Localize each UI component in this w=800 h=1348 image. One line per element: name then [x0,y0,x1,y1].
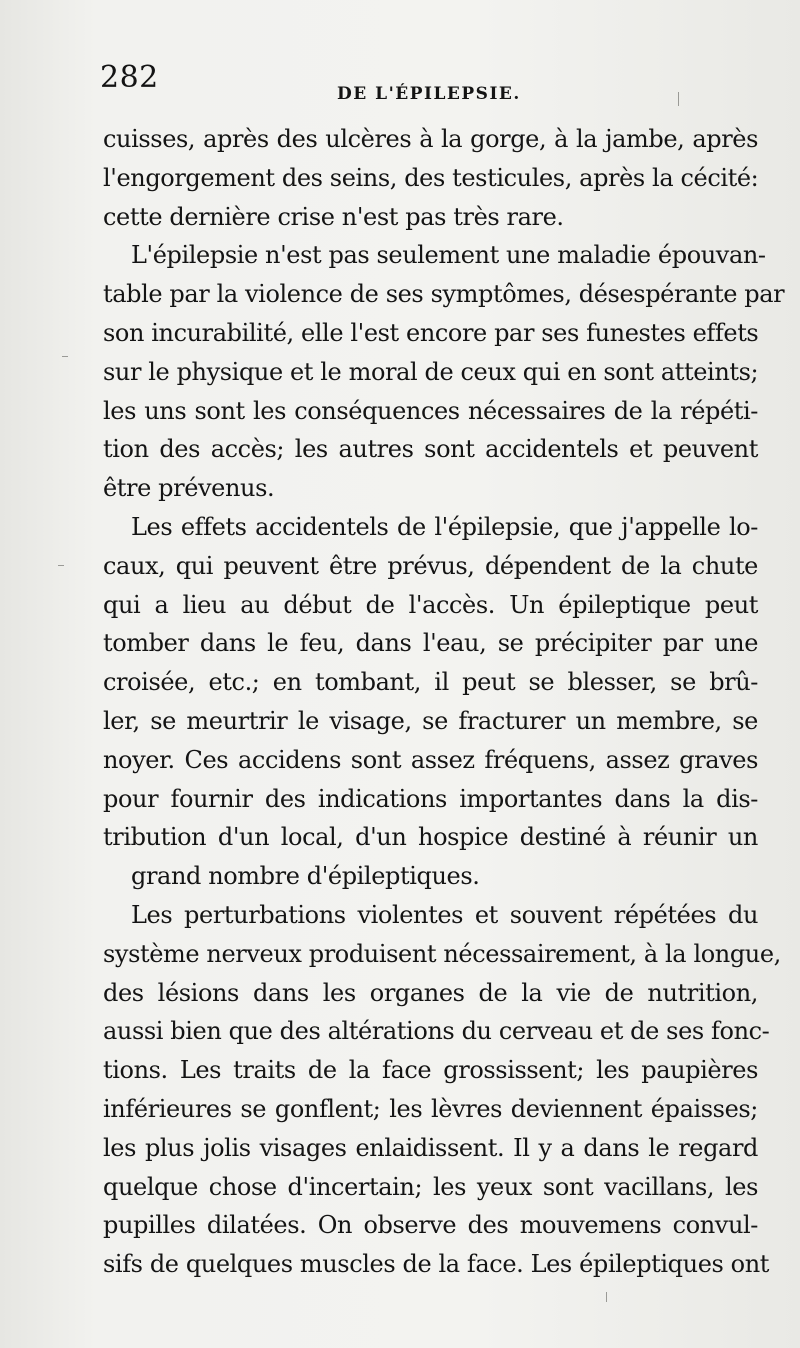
text-line: sur le physique et le moral de ceux qui en sont atteints; [103,357,759,386]
text-line: pupilles dilatées. On observe des mouvemens convul- [103,1211,758,1240]
text-line: Les perturbations violentes et souvent répétées du [131,900,758,929]
text-line: Les effets accidentels de l'épilepsie, que j'appelle lo- [131,512,758,541]
text-line: cette dernière crise n'est pas très rare. [103,202,564,231]
paper-speck [678,92,679,106]
text-line: pour fournir des indications importantes dans la dis- [103,784,758,813]
text-line: tomber dans le feu, dans l'eau, se précipiter par une [103,629,758,658]
body-text [103,120,785,1284]
text-line: être prévenus. [103,474,275,503]
text-line: croisée, etc.; en tombant, il peut se blesser, se brû- [103,668,758,697]
text-line: des lésions dans les organes de la vie de nutrition, [103,978,758,1007]
text-line: inférieures se gonflent; les lèvres deviennent épaisses; [103,1094,758,1123]
text-line: l'engorgement des seins, des testicules, après la cécité: [103,163,759,192]
text-line: les plus jolis visages enlaidissent. Il y a dans le regard [103,1133,758,1162]
text-line: ler, se meurtrir le visage, se fracturer un membre, se [103,706,758,735]
text-line: les uns sont les conséquences nécessaires de la répéti- [103,396,758,425]
text-line: tion des accès; les autres sont accidentels et peuvent [103,435,758,464]
paper-speck [62,356,68,357]
text-line: son incurabilité, elle l'est encore par ses funestes effets [103,318,759,347]
text-line: cuisses, après des ulcères à la gorge, à la jambe, après [103,125,758,153]
text-line: caux, qui peuvent être prévus, dépendent de la chute [103,551,758,580]
text-line: qui a lieu au début de l'accès. Un épileptique peut [103,590,758,619]
text-line: L'épilepsie n'est pas seulement une maladie épouvan- [131,241,766,270]
text-line: table par la violence de ses symptômes, désespérante par [103,280,785,309]
text-line: noyer. Ces accidens sont assez fréquens, assez graves [103,745,758,774]
text-line: sifs de quelques muscles de la face. Les épileptiques ont [103,1250,769,1279]
text-line: tions. Les traits de la face grossissent; les paupières [103,1056,758,1085]
text-line: tribution d'un local, d'un hospice destiné à réunir un [103,823,758,852]
text-line: aussi bien que des altérations du cerveau et de ses fonc- [103,1017,770,1046]
running-head: DE L'ÉPILEPSIE. [337,84,521,104]
page-number: 282 [100,60,159,95]
paper-speck [606,1292,607,1302]
text-line: système nerveux produisent nécessairement, à la longue, [103,939,781,968]
text-line: grand nombre d'épileptiques. [131,862,480,891]
text-line: quelque chose d'incertain; les yeux sont vacillans, les [103,1172,758,1201]
paper-speck [58,565,64,566]
